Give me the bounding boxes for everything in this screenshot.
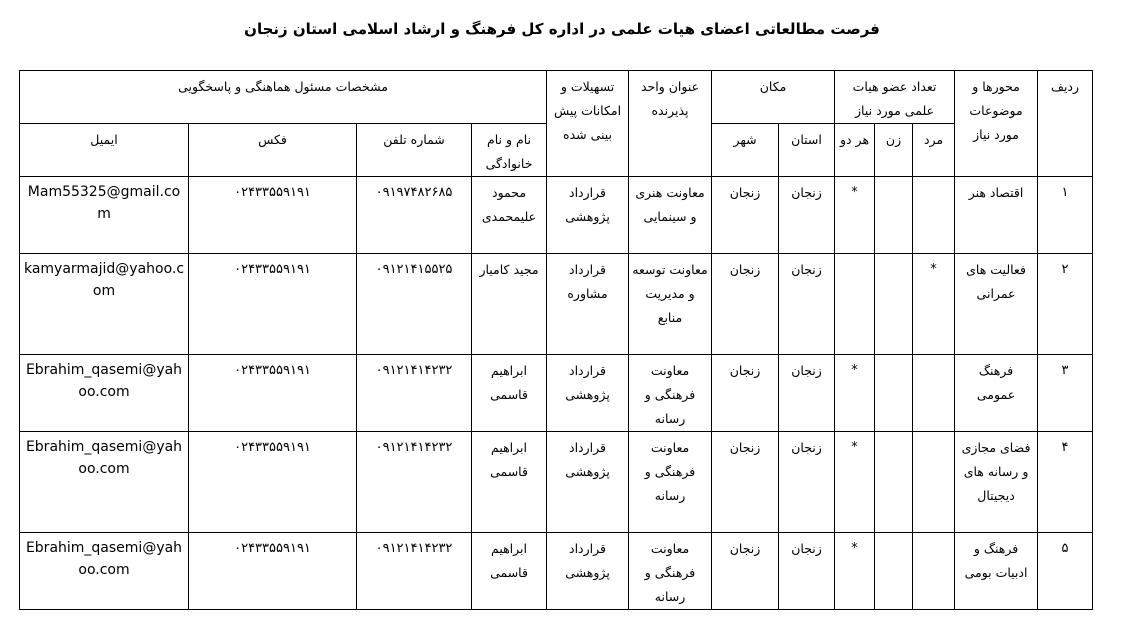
header-radif: ردیف: [1038, 71, 1093, 177]
city-cell: زنجان: [712, 533, 779, 610]
city-cell: زنجان: [712, 254, 779, 355]
header-city: شهر: [712, 124, 779, 177]
opportunities-table: [19, 70, 1093, 610]
province-cell: زنجان: [779, 533, 835, 610]
contact-name-cell: ابراهیم قاسمی: [472, 355, 547, 432]
both-cell: *: [835, 355, 875, 432]
topic-cell: اقتصاد هنر: [955, 177, 1038, 254]
facility-cell: قرارداد پژوهشی: [547, 177, 629, 254]
contact-name-cell: مجید کامیار: [472, 254, 547, 355]
page-title: فرصت مطالعاتی اعضای هیات علمی در اداره کل فرهنگ و ارشاد اسلامی استان زنجان: [244, 20, 880, 38]
fax-cell: ۰۲۴۳۳۵۵۹۱۹۱: [189, 533, 357, 610]
header-faculty-count: تعداد عضو هیات علمی مورد نیاز: [835, 71, 955, 124]
phone-cell: ۰۹۱۲۱۴۱۴۲۳۲: [357, 533, 472, 610]
header-name: نام و نام خانوادگی: [472, 124, 547, 177]
header-topics: محورها و موضوعات مورد نیاز: [955, 71, 1038, 177]
both-cell: *: [835, 432, 875, 533]
male-cell: [913, 355, 955, 432]
row-number: ۲: [1038, 254, 1093, 355]
email-cell: Ebrahim_qasemi@yahoo.com: [20, 533, 189, 610]
header-contact: مشخصات مسئول هماهنگی و پاسخگویی: [20, 71, 547, 124]
both-cell: *: [835, 533, 875, 610]
row-number: ۳: [1038, 355, 1093, 432]
table-row: [20, 533, 1093, 610]
province-cell: زنجان: [779, 432, 835, 533]
host-unit-cell: معاونت فرهنگی و رسانه: [629, 355, 712, 432]
contact-name-cell: ابراهیم قاسمی: [472, 432, 547, 533]
host-unit-cell: معاونت هنری و سینمایی: [629, 177, 712, 254]
female-cell: [875, 254, 913, 355]
province-cell: زنجان: [779, 177, 835, 254]
fax-cell: ۰۲۴۳۳۵۵۹۱۹۱: [189, 254, 357, 355]
facility-cell: قرارداد پژوهشی: [547, 432, 629, 533]
table-row: [20, 254, 1093, 355]
host-unit-cell: معاونت فرهنگی و رسانه: [629, 533, 712, 610]
contact-name-cell: محمود علیمحمدی: [472, 177, 547, 254]
table-row: [20, 355, 1093, 432]
host-unit-cell: معاونت توسعه و مدیریت منابع: [629, 254, 712, 355]
facility-cell: قرارداد مشاوره: [547, 254, 629, 355]
both-cell: [835, 254, 875, 355]
host-unit-cell: معاونت فرهنگی و رسانه: [629, 432, 712, 533]
row-number: ۴: [1038, 432, 1093, 533]
header-email: ایمیل: [20, 124, 189, 177]
fax-cell: ۰۲۴۳۳۵۵۹۱۹۱: [189, 432, 357, 533]
row-number: ۵: [1038, 533, 1093, 610]
table-row: [20, 432, 1093, 533]
phone-cell: ۰۹۱۲۱۴۱۴۲۳۲: [357, 432, 472, 533]
header-host-unit: عنوان واحد پذیرنده: [629, 71, 712, 177]
header-male: مرد: [913, 124, 955, 177]
female-cell: [875, 177, 913, 254]
email-cell: Ebrahim_qasemi@yahoo.com: [20, 432, 189, 533]
email-cell: Mam55325@gmail.com: [20, 177, 189, 254]
both-cell: *: [835, 177, 875, 254]
header-location: مکان: [712, 71, 835, 124]
city-cell: زنجان: [712, 432, 779, 533]
city-cell: زنجان: [712, 355, 779, 432]
female-cell: [875, 533, 913, 610]
header-province: استان: [779, 124, 835, 177]
female-cell: [875, 355, 913, 432]
email-cell: kamyarmajid@yahoo.com: [20, 254, 189, 355]
phone-cell: ۰۹۱۲۱۴۱۴۲۳۲: [357, 355, 472, 432]
header-both: هر دو: [835, 124, 875, 177]
header-row-1: [20, 71, 1093, 124]
topic-cell: فضای مجازی و رسانه های دیجیتال: [955, 432, 1038, 533]
email-cell: Ebrahim_qasemi@yahoo.com: [20, 355, 189, 432]
province-cell: زنجان: [779, 254, 835, 355]
city-cell: زنجان: [712, 177, 779, 254]
male-cell: [913, 533, 955, 610]
female-cell: [875, 432, 913, 533]
fax-cell: ۰۲۴۳۳۵۵۹۱۹۱: [189, 355, 357, 432]
row-number: ۱: [1038, 177, 1093, 254]
male-cell: [913, 432, 955, 533]
male-cell: [913, 177, 955, 254]
topic-cell: فرهنگ و ادبیات بومی: [955, 533, 1038, 610]
header-phone: شماره تلفن: [357, 124, 472, 177]
contact-name-cell: ابراهیم قاسمی: [472, 533, 547, 610]
header-facilities: تسهیلات و امکانات پیش بینی شده: [547, 71, 629, 177]
province-cell: زنجان: [779, 355, 835, 432]
male-cell: *: [913, 254, 955, 355]
table-row: [20, 177, 1093, 254]
facility-cell: قرارداد پژوهشی: [547, 533, 629, 610]
header-female: زن: [875, 124, 913, 177]
facility-cell: قرارداد پژوهشی: [547, 355, 629, 432]
fax-cell: ۰۲۴۳۳۵۵۹۱۹۱: [189, 177, 357, 254]
phone-cell: ۰۹۱۹۷۴۸۲۶۸۵: [357, 177, 472, 254]
phone-cell: ۰۹۱۲۱۴۱۵۵۲۵: [357, 254, 472, 355]
topic-cell: فرهنگ عمومی: [955, 355, 1038, 432]
topic-cell: فعالیت های عمرانی: [955, 254, 1038, 355]
header-fax: فکس: [189, 124, 357, 177]
